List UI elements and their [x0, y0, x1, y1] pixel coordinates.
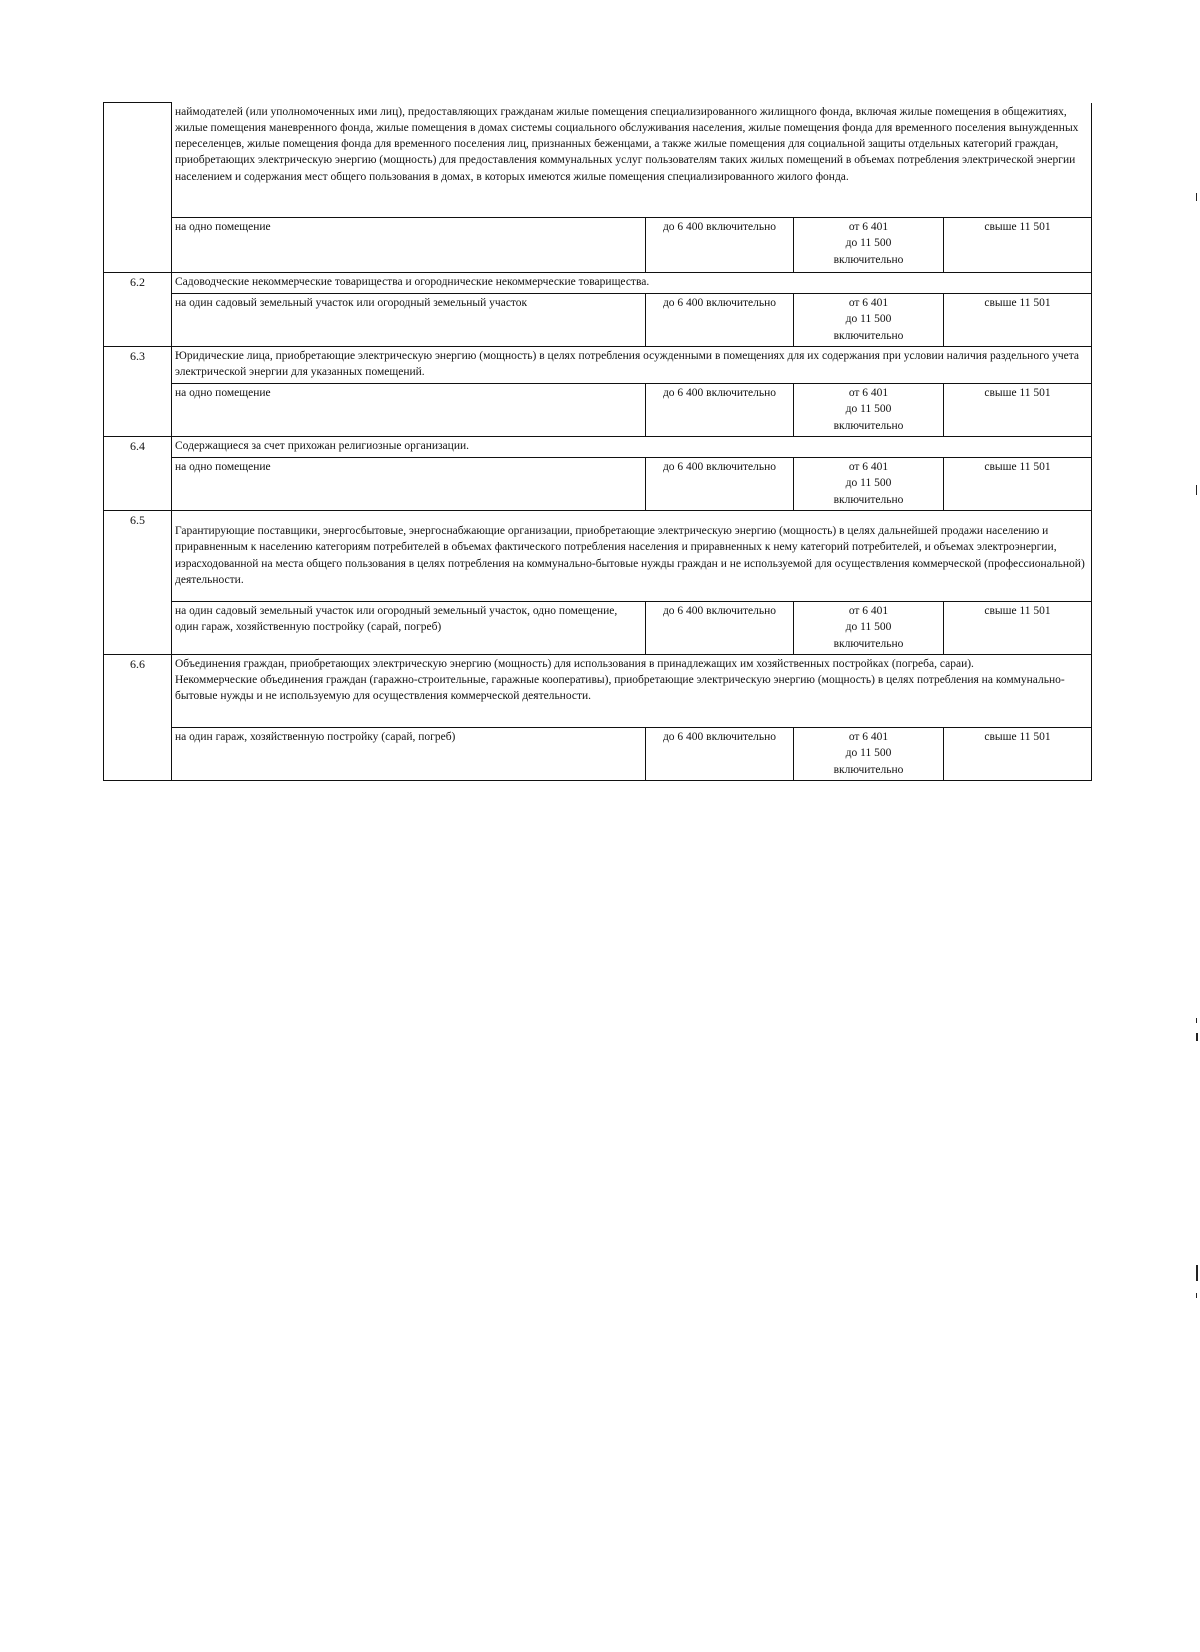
range-low-cell: до 6 400 включительно [646, 457, 794, 510]
range-mid-to: до 11 500 [845, 403, 892, 416]
row-number: 6.4 [104, 436, 172, 510]
description-paragraph: Содержащиеся за счет прихожан религиозные организации. [175, 439, 469, 452]
range-mid-inclusive: включительно [833, 637, 904, 650]
range-low-cell: до 6 400 включительно [646, 601, 794, 654]
range-mid-to: до 11 500 [845, 313, 892, 326]
range-low-cell: до 6 400 включительно [646, 383, 794, 436]
unit-cell: на одно помещение [172, 457, 646, 510]
category-description [172, 654, 1092, 727]
description-paragraph: Объединения граждан, приобретающих электрическую энергию (мощность) для использования в принадлежащих им хозяйственных постройках (погреба, сараи). [175, 657, 974, 670]
description-paragraph: наймодателей (или уполномоченных ими лиц), предоставляющих гражданам жилые помещения специализированного жилищного фонда, включая жилые помещения в общежитиях, жилые помещения маневренного фонда, жилые помещения в домах системы социального обслуживания населения, жилые помещения фонда для временного поселения вынужденных переселенцев, жилые помещения фонда для временного поселения лиц, признанных беженцами, а также жилые помещения для социальной защиты отдельных категорий граждан, приобретающих электрическую энергию (мощность) для предоставления коммунальных услуг пользователям таких жилых помещений в объемах потребления электрической энергии населением и содержания мест общего пользования в домах, в которых имеются жилые помещения специализированного жилого фонда. [175, 105, 1079, 183]
range-mid-cell [794, 217, 944, 272]
scan-edge-mark [1196, 193, 1197, 201]
range-mid-to: до 11 500 [845, 237, 892, 250]
table-row [104, 103, 1092, 218]
range-high-cell: свыше 11 501 [944, 217, 1092, 272]
table-row [104, 457, 1092, 510]
range-mid-from: от 6 401 [848, 730, 889, 743]
row-number [104, 103, 172, 273]
range-mid-to: до 11 500 [845, 477, 892, 490]
range-mid-from: от 6 401 [848, 386, 889, 399]
unit-cell: на одно помещение [172, 217, 646, 272]
range-mid-inclusive: включительно [833, 493, 904, 506]
category-description [172, 346, 1092, 383]
range-mid-from: от 6 401 [848, 220, 889, 233]
table-row [104, 293, 1092, 346]
range-low-cell: до 6 400 включительно [646, 293, 794, 346]
range-mid-inclusive: включительно [833, 329, 904, 342]
range-high-cell: свыше 11 501 [944, 293, 1092, 346]
row-number: 6.5 [104, 510, 172, 654]
row-number: 6.6 [104, 654, 172, 780]
table-row [104, 436, 1092, 457]
range-low-cell: до 6 400 включительно [646, 727, 794, 780]
description-paragraph: Садоводческие некоммерческие товарищества и огороднические некоммерческие товарищества. [175, 275, 650, 288]
category-description [172, 272, 1092, 293]
range-mid-cell [794, 727, 944, 780]
table-row [104, 217, 1092, 272]
tariff-table [103, 102, 1092, 781]
table-row [104, 383, 1092, 436]
range-mid-from: от 6 401 [848, 604, 889, 617]
table-row [104, 601, 1092, 654]
range-mid-cell [794, 601, 944, 654]
unit-cell: на один садовый земельный участок или огородный земельный участок [172, 293, 646, 346]
range-mid-cell [794, 383, 944, 436]
table-row [104, 654, 1092, 727]
range-mid-inclusive: включительно [833, 419, 904, 432]
range-high-cell: свыше 11 501 [944, 601, 1092, 654]
category-description [172, 103, 1092, 218]
table-row [104, 727, 1092, 780]
range-high-cell: свыше 11 501 [944, 383, 1092, 436]
range-mid-to: до 11 500 [845, 747, 892, 760]
unit-cell: на одно помещение [172, 383, 646, 436]
scan-edge-mark [1196, 1018, 1197, 1023]
scan-edge-mark [1196, 1293, 1197, 1298]
description-paragraph: Юридические лица, приобретающие электрическую энергию (мощность) в целях потребления осужденными в помещениях для их содержания при условии наличия раздельного учета электрической энергии для указанных помещений. [175, 349, 1080, 378]
range-mid-to: до 11 500 [845, 621, 892, 634]
range-mid-cell [794, 457, 944, 510]
table-row [104, 272, 1092, 293]
table-row [104, 510, 1092, 601]
range-mid-inclusive: включительно [833, 253, 904, 266]
range-mid-from: от 6 401 [848, 296, 889, 309]
unit-cell: на один садовый земельный участок или огородный земельный участок, одно помещение, один гараж, хозяйственную постройку (сарай, погреб) [172, 601, 646, 654]
unit-cell: на один гараж, хозяйственную постройку (сарай, погреб) [172, 727, 646, 780]
range-mid-cell [794, 293, 944, 346]
category-description [172, 436, 1092, 457]
table-row [104, 346, 1092, 383]
scan-edge-mark [1196, 485, 1197, 495]
scan-edge-mark [1196, 1265, 1198, 1281]
range-high-cell: свыше 11 501 [944, 457, 1092, 510]
range-high-cell: свыше 11 501 [944, 727, 1092, 780]
row-number: 6.3 [104, 346, 172, 436]
range-mid-inclusive: включительно [833, 763, 904, 776]
description-paragraph: Некоммерческие объединения граждан (гаражно-строительные, гаражные кооперативы), приобретающие электрическую энергию (мощность) в целях потребления на коммунально-бытовые нужды и не используемую для осуществления коммерческой деятельности. [175, 673, 1065, 703]
category-description [172, 510, 1092, 601]
range-low-cell: до 6 400 включительно [646, 217, 794, 272]
scan-edge-mark [1196, 1033, 1198, 1041]
row-number: 6.2 [104, 272, 172, 346]
range-mid-from: от 6 401 [848, 460, 889, 473]
description-paragraph: Гарантирующие поставщики, энергосбытовые, энергоснабжающие организации, приобретающие электрическую энергию (мощность) в целях дальнейшей продажи населению и приравненным к населению категориям потребителей в объемах фактического потребления населения и приравненных к нему категорий потребителей, и объемах электроэнергии, израсходованной на места общего пользования в целях потребления на коммунально-бытовые нужды граждан и не используемой для осуществления коммерческой (профессиональной) деятельности. [175, 524, 1085, 586]
